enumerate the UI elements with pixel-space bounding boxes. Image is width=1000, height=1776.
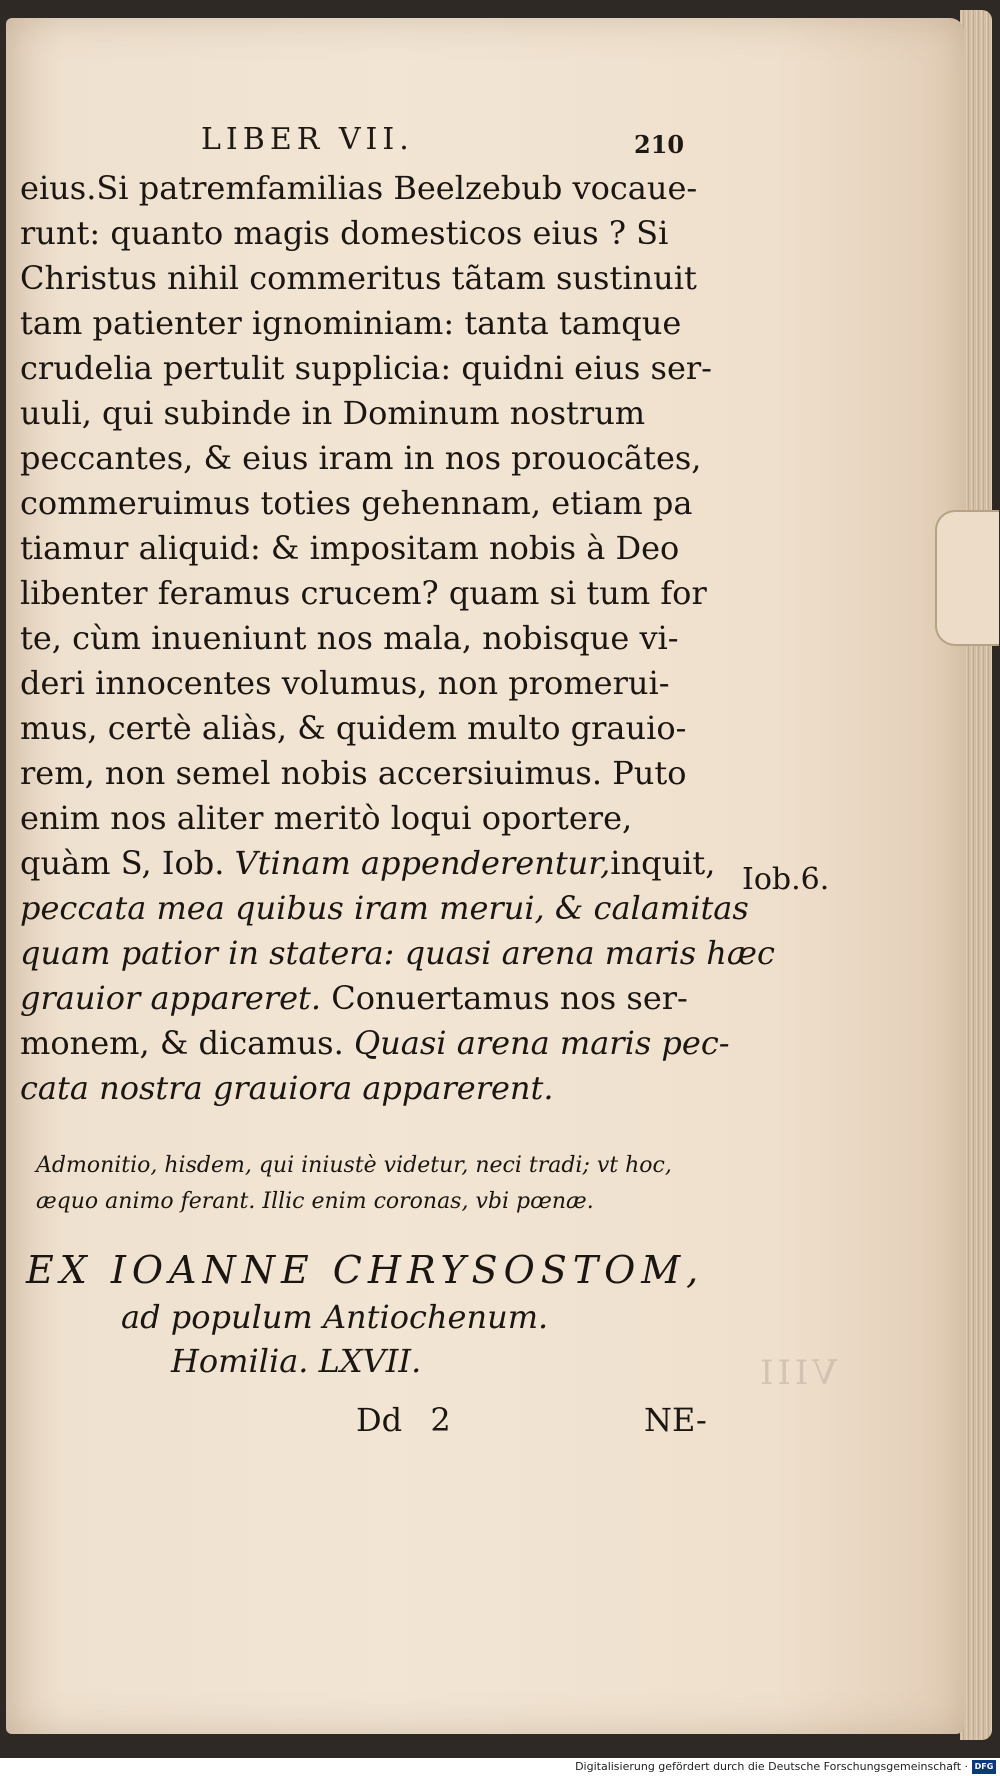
text-line xyxy=(20,481,740,526)
catchword: NE- xyxy=(644,1401,707,1439)
text-line xyxy=(20,706,740,751)
roman-text: enim nos aliter meritò loqui oportere, xyxy=(20,799,633,837)
roman-text: Conuertamus nos ser- xyxy=(321,979,688,1017)
text-line xyxy=(20,346,740,391)
heading-subtitle: ad populum Antiochenum. xyxy=(121,1298,549,1336)
text-line xyxy=(20,616,740,661)
text-line xyxy=(20,931,775,976)
text-line xyxy=(20,841,740,886)
book-page xyxy=(6,18,964,1734)
roman-text: tiamur aliquid: & impositam nobis à Deo xyxy=(20,529,680,567)
text-line xyxy=(20,1066,740,1111)
page-number: 210 xyxy=(634,130,685,159)
italic-text: quam patior in statera: quasi arena maris hæc xyxy=(20,934,775,972)
text-line xyxy=(20,976,740,1021)
heading-homily: Homilia. LXVII. xyxy=(171,1342,422,1380)
roman-text: Christus nihil commeritus tãtam sustinuit xyxy=(20,259,697,297)
text-line xyxy=(20,301,740,346)
roman-text: deri innocentes volumus, non promerui- xyxy=(20,664,670,702)
text-line xyxy=(20,256,740,301)
roman-text: quàm S, Iob. xyxy=(20,844,235,882)
text-line xyxy=(20,796,740,841)
roman-text: rem, non semel nobis accersiuimus. Puto xyxy=(20,754,687,792)
section-heading xyxy=(26,1248,746,1380)
text-line xyxy=(20,211,740,256)
digitization-credit: Digitalisierung gefördert durch die Deutsche Forschungsgemeinschaft · xyxy=(575,1760,968,1773)
bleed-through-text: VIII xyxy=(756,1353,837,1393)
roman-text: mus, certè aliàs, & quidem multo grauio- xyxy=(20,709,687,747)
italic-text: grauior appareret. xyxy=(20,979,322,1017)
dfg-logo: DFG xyxy=(972,1760,996,1774)
text-line xyxy=(20,526,740,571)
roman-text: eius.Si patremfamilias Beelzebub vocaue- xyxy=(20,169,698,207)
summary-line: æquo animo ferant. Illic enim coronas, vbi pœnæ. xyxy=(36,1189,594,1214)
text-line xyxy=(20,571,740,616)
text-line xyxy=(20,391,740,436)
roman-text: monem, & dicamus. xyxy=(20,1024,354,1062)
roman-text: uuli, qui subinde in Dominum nostrum xyxy=(20,394,646,432)
text-line xyxy=(20,886,749,931)
roman-text: inquit, xyxy=(610,844,716,882)
italic-text: Vtinam appenderentur, xyxy=(234,844,611,882)
page-edges xyxy=(960,10,992,1740)
margin-note: Iob.6. xyxy=(742,862,830,897)
text-line xyxy=(20,751,740,796)
roman-text: libenter feramus crucem? quam si tum for xyxy=(20,574,707,612)
text-line xyxy=(20,661,740,706)
roman-text: commeruimus toties gehennam, etiam pa xyxy=(20,484,693,522)
italic-text: Quasi arena maris pec- xyxy=(353,1024,730,1062)
italic-text: peccata mea quibus iram merui, & calamitas xyxy=(20,889,749,927)
roman-text: crudelia pertulit supplicia: quidni eius ser- xyxy=(20,349,712,387)
signature-mark: Dd 2 xyxy=(356,1401,451,1439)
roman-text: te, cùm inueniunt nos mala, nobisque vi- xyxy=(20,619,679,657)
roman-text: tam patienter ignominiam: tanta tamque xyxy=(20,304,682,342)
roman-text: peccantes, & eius iram in nos prouocãtes, xyxy=(20,439,702,477)
text-line xyxy=(20,166,740,211)
section-summary xyxy=(36,1148,736,1220)
body-text xyxy=(20,166,775,1111)
italic-text: cata nostra grauiora apparerent. xyxy=(20,1069,554,1107)
heading-title: EX IOANNE CHRYSOSTOM, xyxy=(26,1248,705,1292)
text-line xyxy=(20,436,740,481)
page-tab xyxy=(935,510,999,646)
roman-text: runt: quanto magis domesticos eius ? Si xyxy=(20,214,669,252)
running-head: LIBER VII. xyxy=(201,122,414,157)
text-line xyxy=(20,1021,740,1066)
summary-line: Admonitio, hisdem, qui iniustè videtur, neci tradi; vt hoc, xyxy=(36,1153,672,1178)
page-header xyxy=(6,122,964,162)
